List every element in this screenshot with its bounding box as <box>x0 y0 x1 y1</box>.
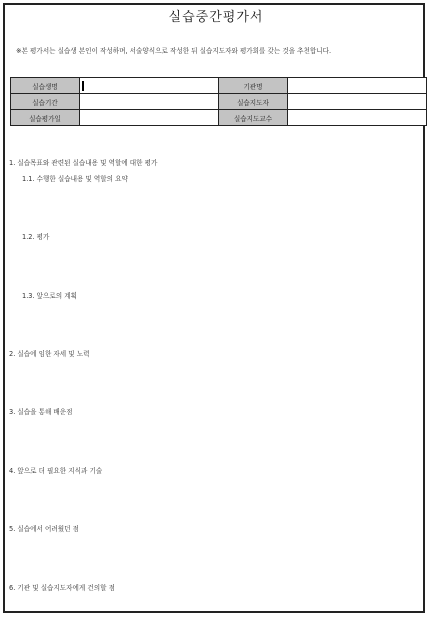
student-name-field[interactable] <box>80 78 219 94</box>
eval-date-field[interactable] <box>80 110 219 126</box>
period-field[interactable] <box>80 94 219 110</box>
section-1-3-heading: 1.3. 앞으로의 계획 <box>22 292 77 300</box>
student-name-label: 실습생명 <box>11 78 80 94</box>
section-2-heading: 2. 실습에 임한 자세 및 노력 <box>9 350 90 358</box>
section-5-heading: 5. 실습에서 어려웠던 점 <box>9 525 79 533</box>
institution-label: 기관명 <box>219 78 288 94</box>
text-cursor <box>82 81 84 91</box>
document-title: 실습중간평가서 <box>168 10 264 25</box>
section-1-heading: 1. 실습목표와 관련된 실습내용 및 역할에 대한 평가 <box>9 159 158 167</box>
info-row-3 <box>11 110 427 126</box>
info-row-1 <box>11 78 427 94</box>
supervisor-field[interactable] <box>288 94 427 110</box>
section-1-1-heading: 1.1. 수행한 실습내용 및 역할의 요약 <box>22 175 128 183</box>
section-1-2-heading: 1.2. 평가 <box>22 233 50 241</box>
eval-date-label: 실습평가일 <box>11 110 80 126</box>
period-label: 실습기간 <box>11 94 80 110</box>
supervisor-label: 실습지도자 <box>219 94 288 110</box>
instruction-note: ※본 평가서는 실습생 본인이 작성하며, 서술양식으로 작성한 뒤 실습지도자와 평가회를 갖는 것을 추천합니다. <box>16 47 332 55</box>
section-6-heading: 6. 기관 및 실습지도자에게 건의할 점 <box>9 584 115 592</box>
professor-field[interactable] <box>288 110 427 126</box>
section-4-heading: 4. 앞으로 더 필요한 지식과 기술 <box>9 467 103 475</box>
info-table <box>10 77 427 126</box>
section-3-heading: 3. 실습을 통해 배운점 <box>9 408 73 416</box>
info-row-2 <box>11 94 427 110</box>
institution-field[interactable] <box>288 78 427 94</box>
professor-label: 실습지도교수 <box>219 110 288 126</box>
